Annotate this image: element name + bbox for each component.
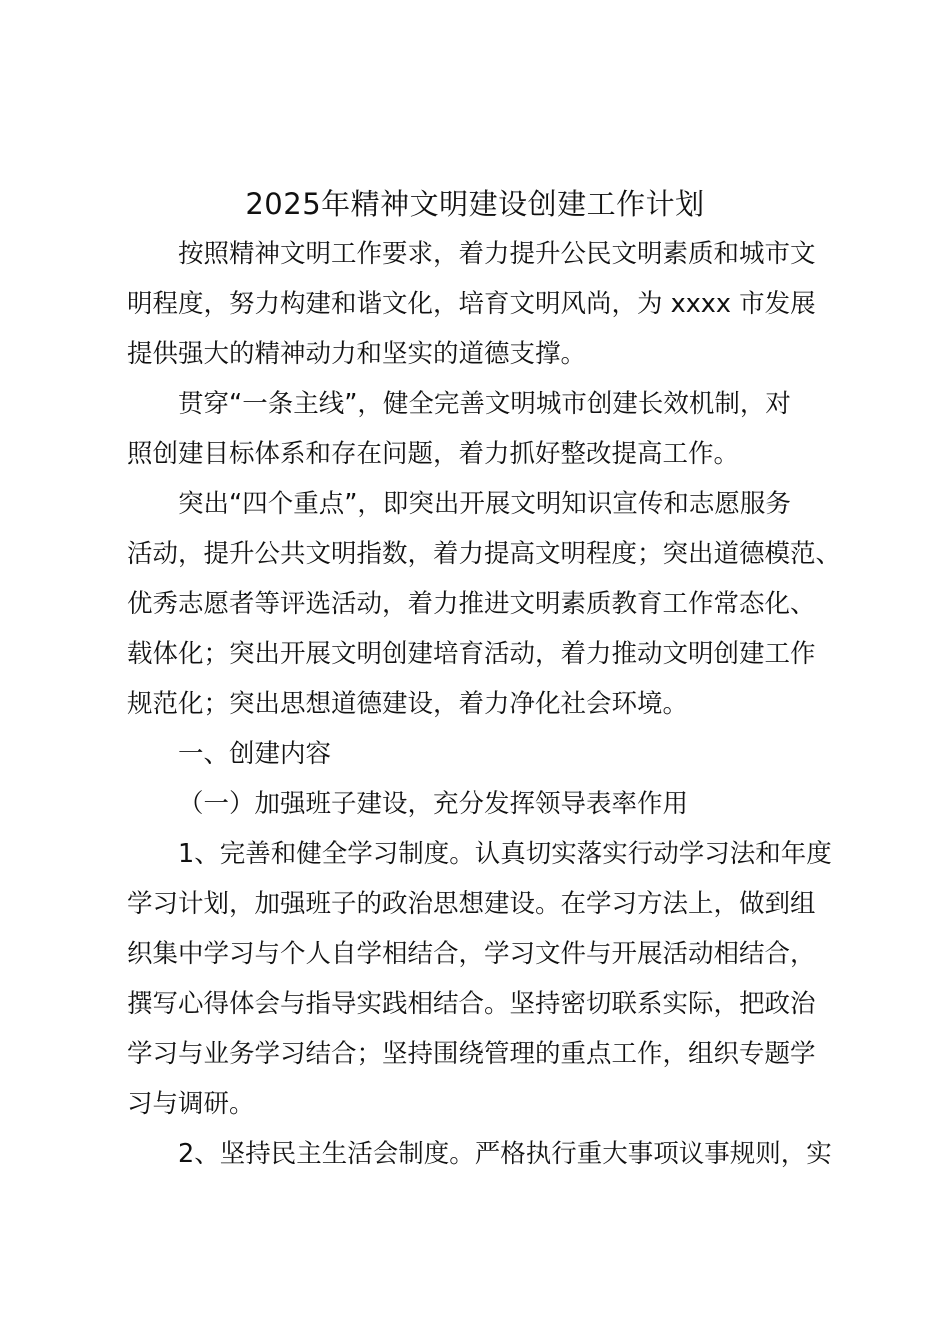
text-line: 按照精神文明工作要求，着力提升公民文明素质和城市文 [178, 239, 816, 269]
text-line: 贯穿“一条主线”，健全完善文明城市创建长效机制，对 [178, 389, 791, 419]
text-line: 学习与业务学习结合；坚持围绕管理的重点工作，组织专题学 [127, 1039, 816, 1069]
text-line: 突出“四个重点”，即突出开展文明知识宣传和志愿服务 [178, 489, 791, 519]
text-line: 提供强大的精神动力和坚实的道德支撑。 [127, 339, 587, 369]
text-line: 2、坚持民主生活会制度。严格执行重大事项议事规则，实 [178, 1139, 832, 1169]
text-line: 活动，提升公共文明指数，着力提高文明程度；突出道德模范、 [127, 539, 842, 569]
text-line: 载体化；突出开展文明创建培育活动，着力推动文明创建工作 [127, 639, 816, 669]
text-line: 明程度，努力构建和谐文化，培育文明风尚，为 xxxx 市发展 [127, 289, 816, 319]
text-line: 学习计划，加强班子的政治思想建设。在学习方法上，做到组 [127, 889, 816, 919]
text-line: 1、完善和健全学习制度。认真切实落实行动学习法和年度 [178, 839, 832, 869]
text-line: 优秀志愿者等评选活动，着力推进文明素质教育工作常态化、 [127, 589, 816, 619]
text-line: 规范化；突出思想道德建设，着力净化社会环境。 [127, 689, 689, 719]
section-heading-text: 一、创建内容 [178, 739, 332, 769]
text-line: 织集中学习与个人自学相结合，学习文件与开展活动相结合， [127, 939, 816, 969]
text-line: 习与调研。 [127, 1089, 255, 1119]
text-line: 撰写心得体会与指导实践相结合。坚持密切联系实际，把政治 [127, 989, 816, 1019]
document-title: 2025年精神文明建设创建工作计划 [245, 187, 705, 221]
text-line: 照创建目标体系和存在问题，着力抓好整改提高工作。 [127, 439, 740, 469]
subsection-heading-text: （一）加强班子建设，充分发挥领导表率作用 [178, 789, 689, 819]
